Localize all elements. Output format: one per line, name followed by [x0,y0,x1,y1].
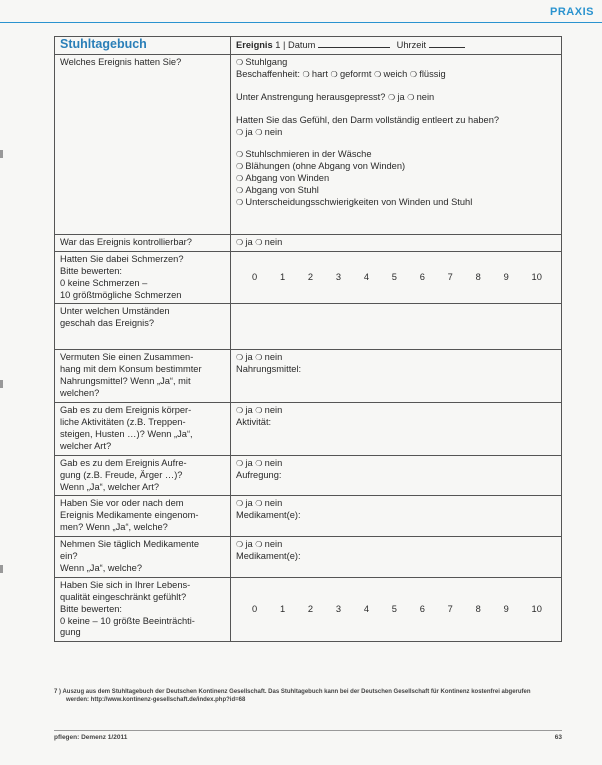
question-line: ein? [60,551,78,562]
scale-value[interactable]: 9 [503,603,509,614]
footer-rule [54,730,562,731]
question-line: 0 keine – 10 größte Beeinträchti- [60,615,195,626]
question-line: Gab es zu dem Ereignis körper- [60,405,192,416]
scale-value[interactable]: 2 [307,603,314,614]
beschaffenheit-label: Beschaffenheit: [236,68,300,79]
option-abgang-winden[interactable]: ❍ Abgang von Winden [236,173,556,185]
nahrungsmittel-field[interactable]: Nahrungsmittel: [236,364,302,375]
medikamente-field[interactable]: Medikament(e): [236,551,301,562]
question-row [55,234,562,251]
question-line: Wenn „Ja“, welcher Art? [60,481,160,492]
option-ja[interactable]: ❍ ja [236,237,253,247]
entleert-block [236,115,556,139]
question-line: gung [60,627,81,638]
form-title: Stuhltagebuch [55,37,231,55]
scale-value[interactable]: 7 [447,603,453,614]
scale-value[interactable]: 5 [391,271,397,282]
option-nein[interactable]: ❍ nein [255,458,282,468]
answer-field[interactable] [231,304,562,350]
scale-value[interactable]: 1 [279,603,286,614]
scale-value[interactable]: 3 [335,603,342,614]
uhrzeit-field[interactable] [429,39,465,48]
question-line: geschah das Ereignis? [60,318,155,329]
question-line: men? Wenn „Ja“, welche? [60,522,168,533]
option-nein[interactable]: ❍ nein [255,352,282,362]
scale-value[interactable]: 8 [475,271,481,282]
scale-value[interactable]: 6 [419,603,425,614]
question-line: Nahrungsmittel? Wenn „Ja“, mit [60,376,191,387]
scale-value[interactable]: 9 [503,271,509,282]
quality-of-life-scale [236,604,556,616]
entleert-question: Hatten Sie das Gefühl, den Darm vollständig entleert zu haben? [236,114,500,125]
question-line: 10 größtmögliche Schmerzen [60,289,182,300]
question-line: qualität eingeschränkt gefühlt? [60,591,187,602]
question-row [55,304,562,350]
question-line: 0 keine Schmerzen – [60,277,148,288]
option-geformt[interactable]: ❍ geformt [331,69,372,79]
answer-cell [231,537,562,578]
question-line: welchen? [60,388,100,399]
datum-field[interactable] [318,39,390,48]
option-weich[interactable]: ❍ weich [374,69,407,79]
journal-name: pflegen: Demenz 1/2011 [54,734,128,741]
question-text [55,496,231,537]
anstrengung-question: Unter Anstrengung herausgepresst? [236,91,386,102]
aufregung-field[interactable]: Aufregung: [236,469,282,480]
scale-value[interactable]: 4 [363,603,369,614]
question-text [55,304,231,350]
form-header-fields: Ereignis 1 | Datum Uhrzeit [231,37,562,55]
question-line: Haben Sie sich in Ihrer Lebens- [60,579,191,590]
answer-cell [231,496,562,537]
option-unterscheidung[interactable]: ❍ Unterscheidungsschwierigkeiten von Winden und Stuhl [236,197,556,209]
ereignis-label: Ereignis [236,40,273,50]
header-rule [0,22,602,23]
scale-value[interactable]: 2 [307,271,314,282]
question-row [55,577,562,642]
question-row [55,537,562,578]
option-nein[interactable]: ❍ nein [255,127,282,137]
question-row [55,403,562,456]
option-stuhlgang[interactable]: ❍ Stuhlgang [236,57,287,67]
option-nein[interactable]: ❍ nein [407,92,434,102]
question-line: gung (z.B. Freude, Ärger …)? [60,469,183,480]
question-line: Hatten Sie dabei Schmerzen? [60,253,184,264]
scale-value[interactable]: 1 [279,271,286,282]
question-text [55,455,231,496]
question-text: Welches Ereignis hatten Sie? [55,54,231,234]
footnote-marker: 7 ) [54,689,62,695]
question-line: steigen, Husten …)? Wenn „Ja“, [60,428,193,439]
question-text [55,537,231,578]
option-ja[interactable]: ❍ ja [236,352,253,362]
option-ja[interactable]: ❍ ja [236,539,253,549]
question-line: Unter welchen Umständen [60,306,170,317]
answer-cell [231,403,562,456]
option-ja[interactable]: ❍ ja [236,405,253,415]
page-number: 63 [554,734,562,741]
question-text [55,403,231,456]
question-line: hang mit dem Konsum bestimmter [60,364,202,375]
footnote [54,688,564,704]
option-blaehungen[interactable]: ❍ Blähungen (ohne Abgang von Winden) [236,161,556,173]
question-text [55,251,231,304]
medikamente-field[interactable]: Medikament(e): [236,510,301,521]
scale-value[interactable]: 0 [252,603,258,614]
scale-value[interactable]: 5 [391,603,397,614]
aktivitaet-field[interactable]: Aktivität: [236,416,272,427]
scale-value[interactable]: 10 [531,603,542,614]
scale-value[interactable]: 7 [447,271,453,282]
uhrzeit-label: Uhrzeit [396,40,427,50]
option-nein[interactable]: ❍ nein [255,405,282,415]
option-stuhlschmieren[interactable]: ❍ Stuhlschmieren in der Wäsche [236,149,556,161]
option-ja[interactable]: ❍ ja [236,458,253,468]
option-ja[interactable]: ❍ ja [388,92,405,102]
question-text [55,350,231,403]
question-text: War das Ereignis kontrollierbar? [55,234,231,251]
scale-value[interactable]: 4 [363,271,369,282]
question-row [55,496,562,537]
question-row [55,54,562,234]
option-nein[interactable]: ❍ nein [255,498,282,508]
answer-cell [231,234,562,251]
ereignis-number: 1 [275,40,281,50]
option-ja[interactable]: ❍ ja [236,127,253,137]
option-fluessig[interactable]: ❍ flüssig [410,69,446,79]
question-text [55,577,231,642]
edge-mark [0,150,3,158]
scale-value[interactable]: 8 [475,603,481,614]
option-hart[interactable]: ❍ hart [303,69,328,79]
option-abgang-stuhl[interactable]: ❍ Abgang von Stuhl [236,185,556,197]
question-line: Vermuten Sie einen Zusammen- [60,352,194,363]
form-header-row [55,37,562,55]
question-line: Bitte bewerten: [60,603,123,614]
question-line: Gab es zu dem Ereignis Aufre- [60,457,187,468]
beschaffenheit-line [236,69,556,81]
section-label: PRAXIS [550,6,594,18]
pain-scale [236,272,556,284]
edge-mark [0,380,3,388]
question-line: Nehmen Sie täglich Medikamente [60,539,200,550]
scale-value[interactable]: 0 [252,271,258,282]
option-nein[interactable]: ❍ nein [255,539,282,549]
rating-cell [231,251,562,304]
scale-value[interactable]: 10 [531,271,542,282]
answer-cell [231,350,562,403]
question-line: liche Aktivitäten (z.B. Treppen- [60,416,186,427]
question-line: Haben Sie vor oder nach dem [60,498,184,509]
answer-cell [231,54,562,234]
question-line: Ereignis Medikamente eingenom- [60,510,199,521]
footnote-line: Auszug aus dem Stuhltagebuch der Deutschen Kontinenz Gesellschaft. Das Stuhltagebuch kann bei der Deutschen Gesellschaft für Kontinenz kostenfrei abgerufen [62,689,531,695]
question-row [55,455,562,496]
option-nein[interactable]: ❍ nein [255,237,282,247]
rating-cell [231,577,562,642]
question-row [55,251,562,304]
question-line: Bitte bewerten: [60,265,123,276]
option-ja[interactable]: ❍ ja [236,498,253,508]
question-row [55,350,562,403]
stuhltagebuch-form [54,36,562,642]
scale-value[interactable]: 3 [335,271,342,282]
anstrengung-line [236,92,556,104]
question-line: Wenn „Ja“, welche? [60,562,142,573]
edge-mark [0,565,3,573]
question-line: welcher Art? [60,440,112,451]
datum-label: Datum [288,40,316,50]
scale-value[interactable]: 6 [419,271,425,282]
footnote-link[interactable]: werden: http://www.kontinenz-gesellschaft.de/index.php?id=68 [66,697,246,703]
answer-cell [231,455,562,496]
